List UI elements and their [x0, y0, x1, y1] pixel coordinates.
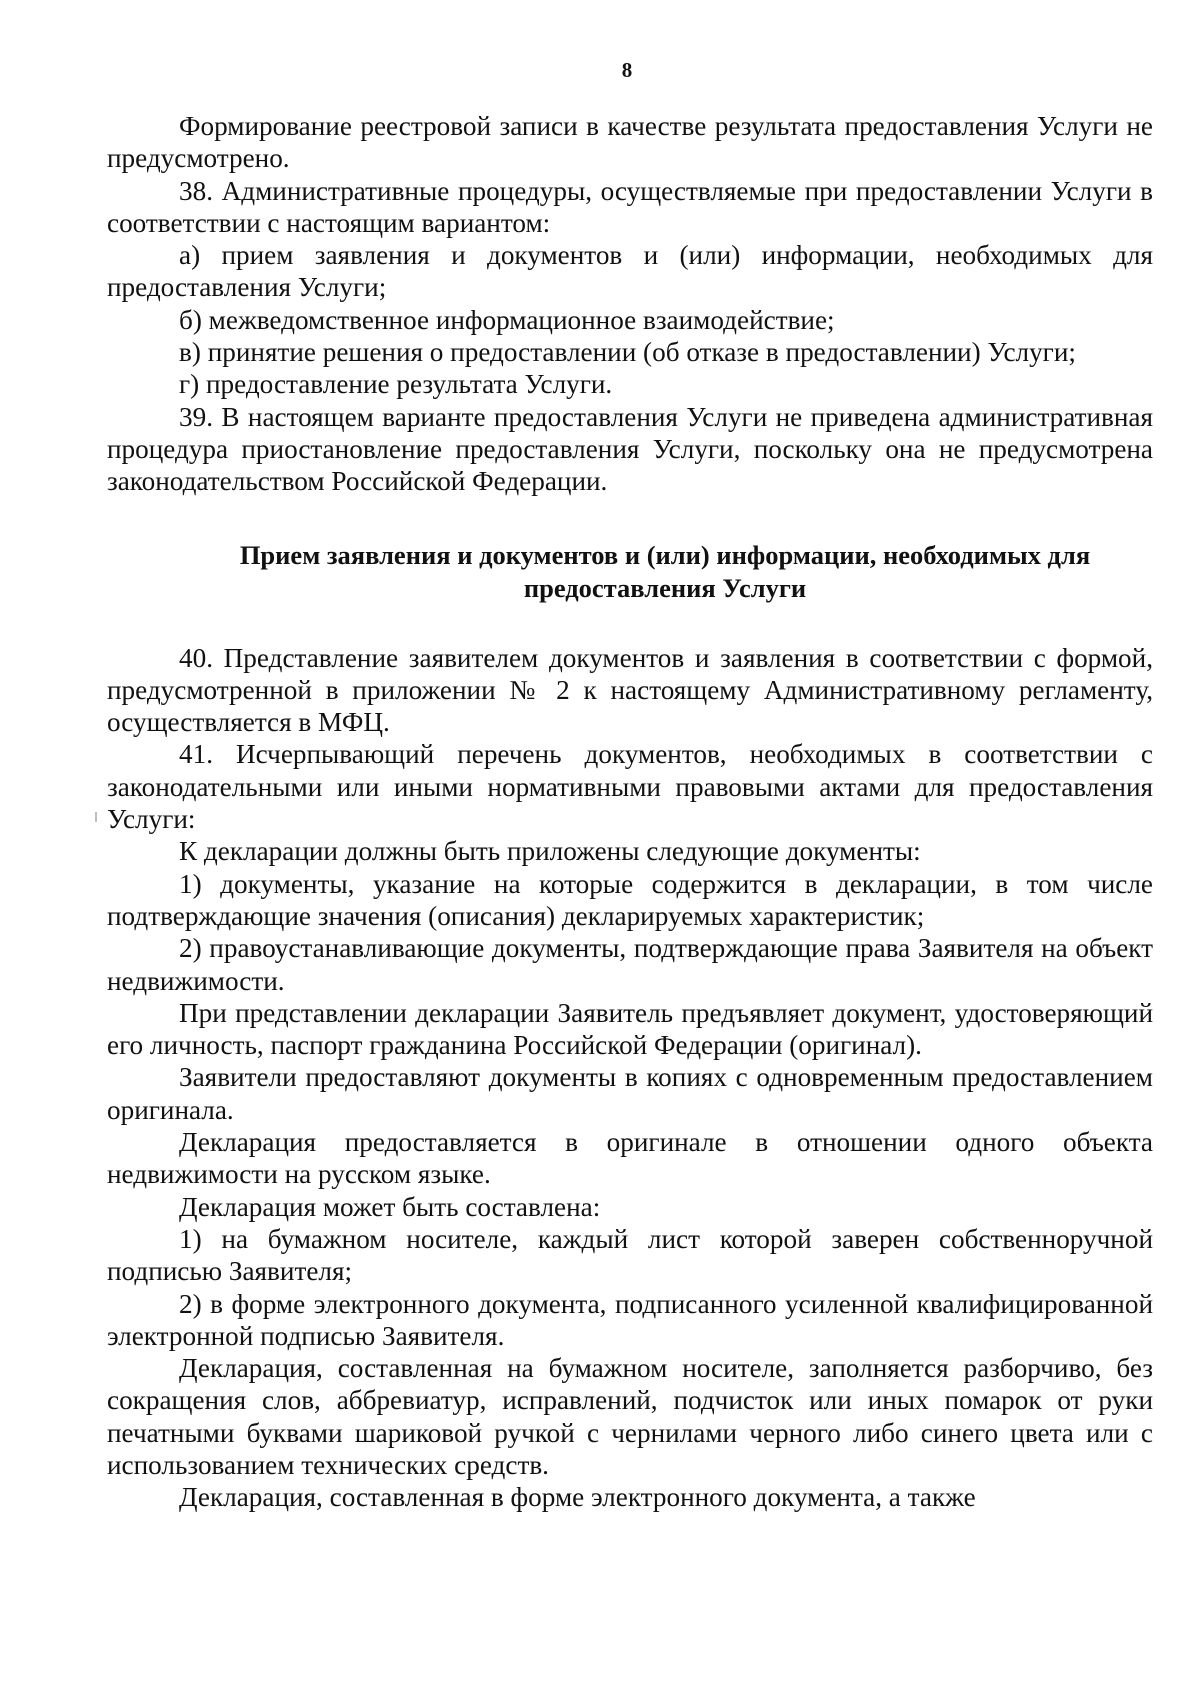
paragraph-paper-filling: Декларация, составленная на бумажном носителе, заполняется разборчиво, без сокращения слов, аббревиатур, исправлений, подчисток или иных помарок от руки печатными буквами шариковой ручкой с чернилами черного либо синего цвета или с использованием технических средств. [107, 1353, 1153, 1480]
list-item-v: в) принятие решения о предоставлении (об отказе в предоставлении) Услуги; [179, 337, 1076, 368]
document-body [107, 110, 1153, 1514]
paragraph-38: 38. Административные процедуры, осуществляемые при предоставлении Услуги в соответствии с настоящим вариантом: [107, 175, 1153, 238]
paragraph-identity-document: При представлении декларации Заявитель предъявляет документ, удостоверяющий его личность, паспорт гражданина Российской Федерации (оригинал). [107, 997, 1153, 1061]
list-item-1-documents: 1) документы, указание на которые содержится в декларации, в том числе подтверждающие значения (описания) декларируемых характеристик; [107, 868, 1153, 931]
paragraph-40: 40. Представление заявителем документов и заявления в соответствии с формой, предусмотренной в приложении № 2 к настоящему Административному регламенту, осуществляется в МФЦ. [107, 642, 1153, 738]
page-number: 8 [621, 58, 633, 82]
paragraph-declaration-forms: Декларация может быть составлена: [179, 1191, 601, 1222]
paragraph-declaration-attachments: К декларации должны быть приложены следующие документы: [179, 836, 921, 867]
paragraph-41: 41. Исчерпывающий перечень документов, необходимых в соответствии с законодательными или иными нормативными правовыми актами для предоставления Услуги: [107, 739, 1153, 835]
list-item-2-title-documents: 2) правоустанавливающие документы, подтверждающие права Заявителя на объект недвижимости. [107, 933, 1153, 996]
paragraph-copies: Заявители предоставляют документы в копиях с одновременным предоставлением оригинала. [107, 1062, 1153, 1125]
list-item-g: г) предоставление результата Услуги. [179, 369, 613, 400]
list-item-b: б) межведомственное информационное взаимодействие; [179, 304, 835, 335]
paragraph-registry-record: Формирование реестровой записи в качестве результата предоставления Услуги не предусмотрено. [107, 111, 1153, 174]
scan-mark [95, 812, 97, 822]
section-heading: Прием заявления и документов и (или) информации, необходимых для предоставления Услуги [239, 539, 1091, 603]
paragraph-electronic-declaration: Декларация, составленная в форме электронного документа, а также [179, 1482, 976, 1513]
paragraph-39: 39. В настоящем варианте предоставления Услуги не приведена административная процедура приостановление предоставления Услуги, поскольку она не предусмотрена законодательством Российской Федерации. [107, 401, 1153, 497]
paragraph-original: Декларация предоставляется в оригинале в отношении одного объекта недвижимости на русском языке. [107, 1127, 1153, 1190]
list-item-1-paper: 1) на бумажном носителе, каждый лист которой заверен собственноручной подписью Заявителя; [107, 1223, 1153, 1287]
list-item-2-electronic: 2) в форме электронного документа, подписанного усиленной квалифицированной электронной подписью Заявителя. [107, 1288, 1153, 1351]
list-item-a: а) прием заявления и документов и (или) информации, необходимых для предоставления Услуги; [107, 240, 1153, 303]
